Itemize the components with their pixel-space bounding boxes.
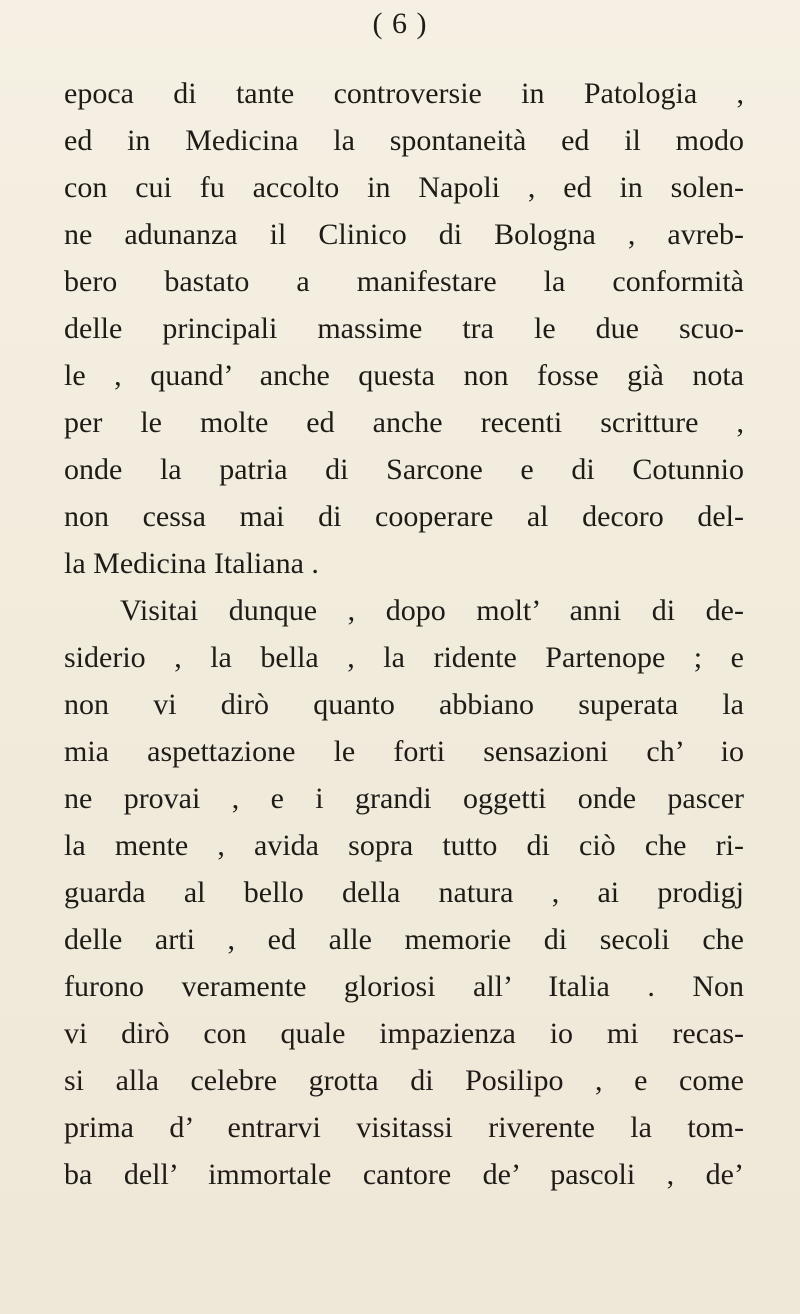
text-line: ne adunanza il Clinico di Bologna , avreb- <box>64 218 744 251</box>
text-line: la Medicina Italiana . <box>64 547 319 580</box>
text-line: epoca di tante controversie in Patologia , <box>64 77 744 110</box>
text-line: delle principali massime tra le due scuo- <box>64 312 744 345</box>
text-line: guarda al bello della natura , ai prodigj <box>64 876 744 909</box>
text-line: bero bastato a manifestare la conformità <box>64 265 744 298</box>
text-line: la mente , avida sopra tutto di ciò che ri- <box>64 829 744 862</box>
text-line: le , quand’ anche questa non fosse già nota <box>64 359 744 392</box>
text-line: ed in Medicina la spontaneità ed il modo <box>64 124 744 157</box>
text-line: vi dirò con quale impazienza io mi recas- <box>64 1017 744 1050</box>
text-line: Visitai dunque , dopo molt’ anni di de- <box>120 594 744 627</box>
text-line: ne provai , e i grandi oggetti onde pascer <box>64 782 744 815</box>
text-line: mia aspettazione le forti sensazioni ch’ io <box>64 735 744 768</box>
page-number: ( 6 ) <box>372 7 428 40</box>
text-line: non cessa mai di cooperare al decoro del- <box>64 500 744 533</box>
text-line: onde la patria di Sarcone e di Cotunnio <box>64 453 744 486</box>
text-line: con cui fu accolto in Napoli , ed in solen- <box>64 171 744 204</box>
text-line: si alla celebre grotta di Posilipo , e come <box>64 1064 744 1097</box>
text-line: non vi dirò quanto abbiano superata la <box>64 688 744 721</box>
text-line: furono veramente gloriosi all’ Italia . Non <box>64 970 744 1003</box>
text-line: prima d’ entrarvi visitassi riverente la tom- <box>64 1111 744 1144</box>
text-body <box>64 70 744 1198</box>
text-line: ba dell’ immortale cantore de’ pascoli , de’ <box>64 1158 744 1191</box>
text-line: per le molte ed anche recenti scritture , <box>64 406 744 439</box>
text-line: delle arti , ed alle memorie di secoli che <box>64 923 744 956</box>
text-line: siderio , la bella , la ridente Partenope ; e <box>64 641 744 674</box>
